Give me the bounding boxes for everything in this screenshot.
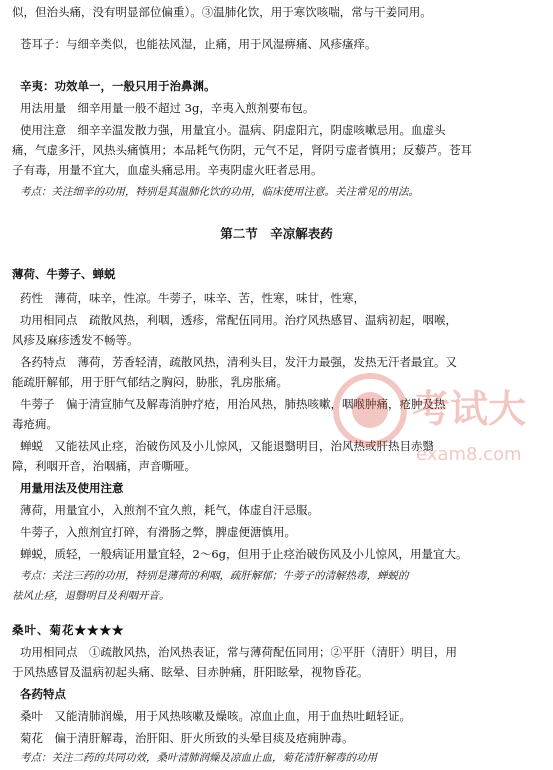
text-line: 功用相同点 ①疏散风热，治风热表证，常与薄荷配伍同用；②平肝（清肝）明目，用 (20, 645, 457, 659)
exam-note: 祛风止痉，退翳明目及利咽开音。 (12, 590, 170, 602)
exam-note: 考点：关注二药的共同功效，桑叶清肺润燥及凉血止血，菊花清肝解毒的功用 (20, 752, 377, 764)
exam-note: 考点：关注三药的功用，特别是薄荷的利咽，疏肝解郁；牛蒡子的清解热毒，蝉蜕的 (20, 570, 409, 582)
text-line: 各药特点 (20, 687, 66, 701)
section-heading: 第二节 辛凉解表药 (220, 226, 333, 241)
text-line: 蝉蜕，质轻，一般病证用量宜轻，2～6g，但用于止痉治破伤风及小儿惊风，用量宜大。 (20, 547, 468, 561)
text-line: 风疹及麻疹透发不畅等。 (12, 333, 139, 347)
text-line: 各药特点 薄荷，芳香轻清，疏散风热，清利头目，发汗力最强，发热无汗者最宜。又 (20, 355, 457, 369)
text-line: 功用相同点 疏散风热，利咽，透疹，常配伍同用。治疗风热感冒、温病初起，咽喉， (20, 313, 457, 327)
watermark-url: exam8.com (416, 444, 522, 465)
text-line: 桑叶 又能清肺润燥，用于风热咳嗽及燥咳。凉血止血，用于血热吐衄轻证。 (20, 709, 411, 723)
text-line: 药性 薄荷，味辛，性凉。牛蒡子，味辛、苦，性寒，味甘，性寒， (20, 291, 365, 305)
subsection-title: 桑叶、菊花★★★★ (12, 623, 125, 637)
text-line: 使用注意 细辛辛温发散力强，用量宜小。温病、阴虚阳亢，阴虚咳嗽忌用。血虚头 (20, 123, 446, 137)
text-line: 薄荷，用量宜小，入煎剂不宜久煎，耗气，体虚自汗忌服。 (20, 503, 319, 517)
text-line: 牛蒡子，入煎剂宜打碎，有滑肠之弊，脾虚便溏慎用。 (20, 525, 296, 539)
text-line: 于风热感冒及温病初起头痛、眩晕、目赤肿痛，肝阳眩晕，视物昏花。 (12, 665, 369, 679)
text-line: 苍耳子：与细辛类似，也能祛风湿，止痛，用于风湿痹痛、风疹瘙痒。 (20, 37, 377, 51)
text-line: 用法用量 细辛用量一般不超过 3g，辛夷入煎剂要布包。 (20, 101, 315, 115)
text-line: 用量用法及使用注意 (20, 481, 124, 495)
text-line: 牛蒡子 偏于清宣肺气及解毒消肿疗疮，用治风热，肺热咳嗽，咽喉肿痛，疮肿及热 (20, 397, 446, 411)
text-line: 痛，气虚多汗，风热头痛慎用；本品耗气伤阴，元气不足，肾阴亏虚者慎用；反藜芦。苍耳 (12, 143, 472, 157)
text-line: 障，利咽开音，治咽痛，声音嘶哑。 (12, 459, 196, 473)
watermark-text: 考试大 (412, 387, 527, 431)
subsection-title: 薄荷、牛蒡子、蝉蜕 (12, 267, 116, 281)
text-line: 蝉蜕 又能祛风止痉，治破伤风及小儿惊风，又能退翳明目，治风热或肝热目赤翳 (20, 439, 434, 453)
text-line: 似，但治头痛，没有明显部位偏重）。③温肺化饮，用于寒饮咳喘，常与干姜同用。 (12, 5, 432, 19)
text-line: 毒疮痈。 (12, 417, 58, 431)
text-line: 能疏肝解郁，用于肝气郁结之胸闷，胁胀，乳房胀痛。 (12, 375, 288, 389)
text-line: 子有毒，用量不宜大，血虚头痛忌用。辛夷阴虚火旺者忌用。 (12, 163, 323, 177)
exam-note: 考点：关注细辛的功用，特别是其温肺化饮的功用，临床使用注意。关注常见的用法。 (20, 186, 419, 198)
text-line: 辛夷：功效单一，一般只用于治鼻渊。 (20, 79, 216, 93)
text-line: 菊花 偏于清肝解毒，治肝阳、肝火所致的头晕目痰及疮痈肿毒。 (20, 731, 354, 745)
